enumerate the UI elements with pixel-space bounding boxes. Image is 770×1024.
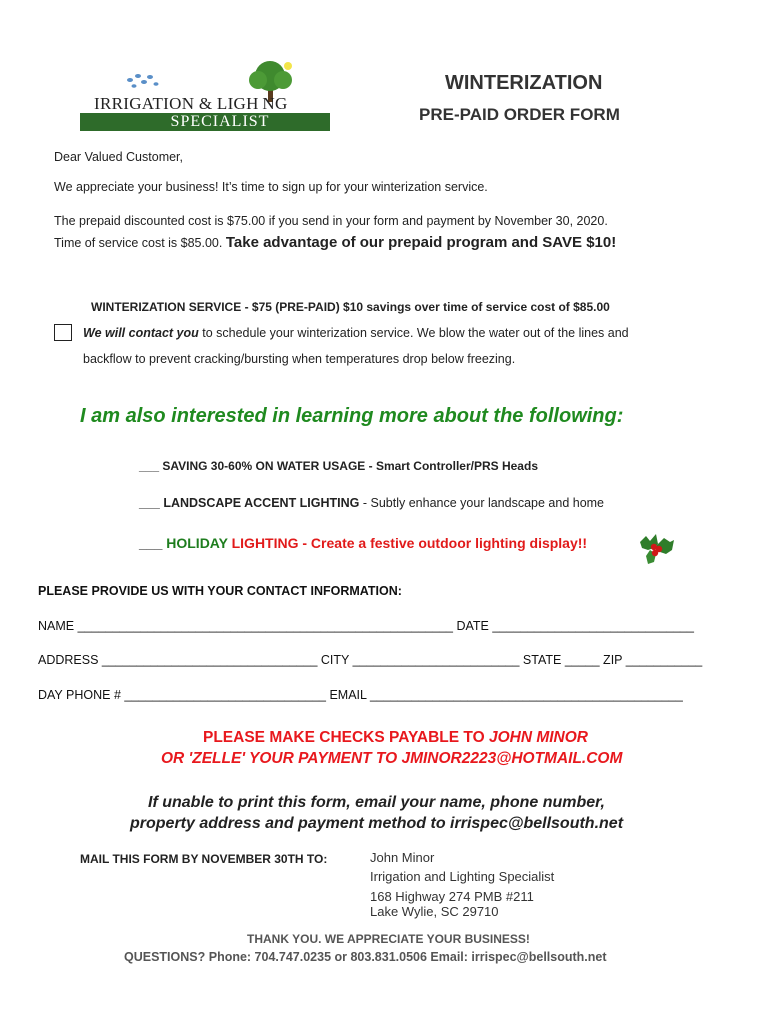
payment-line-zelle: OR 'ZELLE' YOUR PAYMENT TO JMINOR2223@HOTMAIL.COM — [161, 750, 623, 767]
unable-to-print-line2: property address and payment method to irrispec@bellsouth.net — [130, 815, 624, 832]
prepaid-cost-text: The prepaid discounted cost is $75.00 if you send in your form and payment by November 30, 2020. — [54, 214, 608, 228]
greeting: Dear Valued Customer, — [54, 150, 183, 164]
unable-to-print-line1: If unable to print this form, email your name, phone number, — [148, 794, 605, 811]
holly-icon — [636, 528, 676, 566]
accent-lighting-label: ___ LANDSCAPE ACCENT LIGHTING — [139, 496, 360, 510]
page-title: WINTERIZATION — [445, 72, 603, 94]
mail-street: 168 Highway 274 PMB #211 — [370, 889, 534, 904]
interest-item-accent-lighting[interactable] — [139, 496, 604, 510]
address-city-state-zip-field[interactable]: ADDRESS _______________________________ CITY ________________________ STATE _____ ZIP ___________ — [38, 653, 703, 667]
interest-item-water-savings[interactable]: ___ SAVING 30-60% ON WATER USAGE - Smart Controller/PRS Heads — [139, 459, 538, 473]
contact-emphasis: We will contact you — [83, 326, 199, 340]
mail-label: MAIL THIS FORM BY NOVEMBER 30TH TO: — [80, 852, 328, 866]
save-callout: Take advantage of our prepaid program and SAVE $10! — [225, 234, 617, 251]
service-description-text: to schedule your winterization service. We blow the water out of the lines and — [198, 326, 629, 340]
service-cost-text: Time of service cost is $85.00. — [54, 236, 223, 250]
payment-line-checks — [203, 729, 588, 747]
holiday-blank: ___ — [139, 535, 167, 551]
phone-email-field[interactable]: DAY PHONE # _____________________________ EMAIL _____________________________________________ — [38, 688, 683, 702]
logo-banner: SPECIALIST — [80, 113, 330, 131]
footer-questions: QUESTIONS? Phone: 704.747.0235 or 803.831.0506 Email: irrispec@bellsouth.net — [124, 950, 607, 964]
interest-heading: I am also interested in learning more about the following: — [80, 405, 624, 427]
footer-thanks: THANK YOU. WE APPRECIATE YOUR BUSINESS! — [247, 932, 530, 946]
mail-company: Irrigation and Lighting Specialist — [370, 869, 555, 884]
service-cost-line — [54, 234, 616, 251]
payee-name: JOHN MINOR — [488, 729, 588, 746]
page-subtitle: PRE-PAID ORDER FORM — [419, 105, 620, 124]
appreciation-text: We appreciate your business! It’s time to sign up for your winterization service. — [54, 180, 488, 194]
logo-wordmark: IRRIGATION & LIGH NG — [94, 94, 288, 113]
mail-name: John Minor — [370, 850, 435, 865]
holiday-word: HOLIDAY — [166, 535, 228, 551]
company-logo — [72, 58, 332, 134]
mail-city: Lake Wylie, SC 29710 — [370, 904, 499, 919]
service-description-line2: backflow to prevent cracking/bursting when temperatures drop below freezing. — [83, 352, 516, 366]
checks-payable-text: PLEASE MAKE CHECKS PAYABLE TO — [203, 729, 489, 746]
accent-lighting-desc: - Subtly enhance your landscape and home — [359, 496, 605, 510]
name-date-field[interactable]: NAME ______________________________________________________ DATE _____________________________ — [38, 619, 694, 633]
service-heading: WINTERIZATION SERVICE - $75 (PRE-PAID) $10 savings over time of service cost of $85.00 — [91, 300, 610, 314]
contact-heading: PLEASE PROVIDE US WITH YOUR CONTACT INFORMATION: — [38, 584, 402, 598]
service-description — [83, 326, 629, 340]
holiday-lighting-desc: LIGHTING - Create a festive outdoor lighting display!! — [227, 535, 588, 551]
interest-item-holiday-lighting[interactable] — [139, 535, 587, 551]
winterization-checkbox[interactable] — [54, 324, 72, 341]
